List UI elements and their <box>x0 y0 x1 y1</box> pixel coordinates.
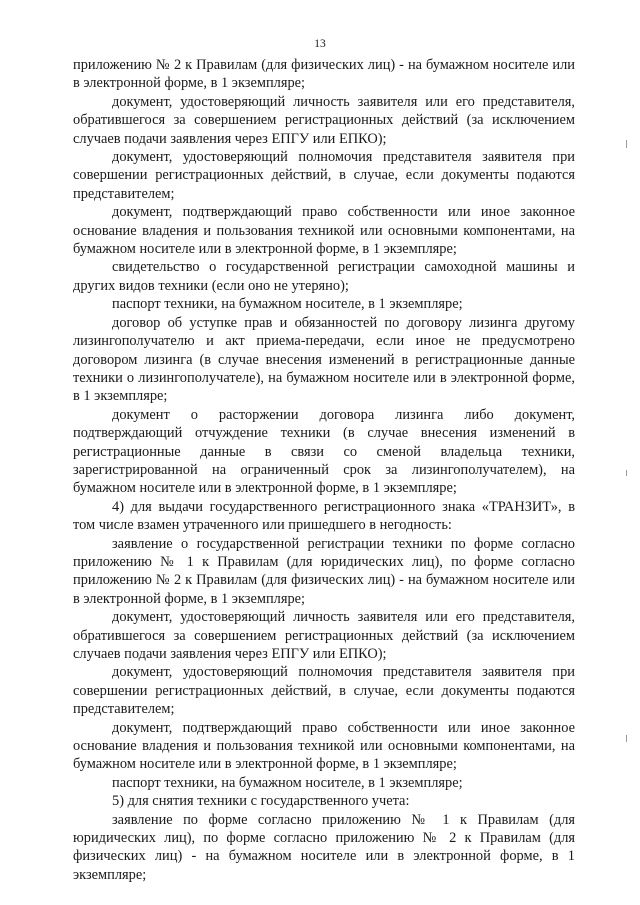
paragraph: документ, удостоверяющий полномочия представителя заявителя при совершении регистрационных действий, в случае, если документы подаются представителем; <box>73 149 575 202</box>
paragraph: документ о расторжении договора лизинга либо документ, подтверждающий отчуждение техники (в случае внесения изменений в регистрационные данные в связи со сменой владельца техники, зарегистрированной на ограниченный срок за лизингополучателем), на бумажном носителе или в электронной форме, в 1 экземпляре; <box>73 406 575 497</box>
paragraph: документ, удостоверяющий личность заявителя или его представителя, обратившегося за совершением регистрационных действий (за исключением случаев подачи заявления через ЕПГУ или ЕПКО); <box>73 93 575 147</box>
paragraph: приложению № 2 к Правилам (для физических лиц) - на бумажном носителе или в электронной форме, в 1 экземпляре; <box>73 57 575 92</box>
paragraph: документ, удостоверяющий личность заявителя или его представителя, обратившегося за совершением регистрационных действий (за исключением случаев подачи заявления через ЕПГУ или ЕПКО); <box>73 609 575 662</box>
paragraph: документ, удостоверяющий полномочия представителя заявителя при совершении регистрационных действий, в случае, если документы подаются представителем; <box>73 664 575 718</box>
scan-margin-mark <box>626 140 627 148</box>
paragraph: договор об уступке прав и обязанностей по договору лизинга другому лизингополучателю и акт приема-передачи, если иное не предусмотрено договором лизинга (в случае внесения изменений в регистрационные данные техники о лизингополучателе), на бумажном носителе или в электронной форме, в 1 экземпляре; <box>73 314 575 405</box>
paragraph: заявление о государственной регистрации техники по форме согласно приложению № 1 к Правилам (для юридических лиц), по форме согласно приложению № 2 к Правилам (для физических лиц) - на бумажном носителе или в электронной форме, в 1 экземпляре; <box>73 535 575 607</box>
scan-margin-mark <box>626 735 627 742</box>
paragraph: заявление по форме согласно приложению № 1 к Правилам (для юридических лиц), по форме согласно приложению № 2 к Правилам (для физических лиц) - на бумажном носителе или в электронной форме, в 1 экземпляре; <box>73 811 575 883</box>
paragraph: свидетельство о государственной регистрации самоходной машины и других видов техники (если оно не утеряно); <box>73 259 575 294</box>
paragraph: 5) для снятия техники с государственного учета: <box>112 793 410 810</box>
scan-margin-mark <box>626 470 627 476</box>
paragraph: паспорт техники, на бумажном носителе, в 1 экземпляре; <box>112 296 463 313</box>
paragraph: документ, подтверждающий право собственности или иное законное основание владения и пользования техникой или основными компонентами, на бумажном носителе или в электронной форме, в 1 экземпляре; <box>73 204 575 258</box>
paragraph: документ, подтверждающий право собственности или иное законное основание владения и пользования техникой или основными компонентами, на бумажном носителе или в электронной форме, в 1 экземпляре; <box>73 719 575 773</box>
paragraph: паспорт техники, на бумажном носителе, в 1 экземпляре; <box>112 774 463 791</box>
page-number: 13 <box>314 38 326 50</box>
body-text <box>73 56 575 884</box>
paragraph: 4) для выдачи государственного регистрационного знака «ТРАНЗИТ», в том числе взамен утраченного или пришедшего в негодность: <box>73 498 575 534</box>
